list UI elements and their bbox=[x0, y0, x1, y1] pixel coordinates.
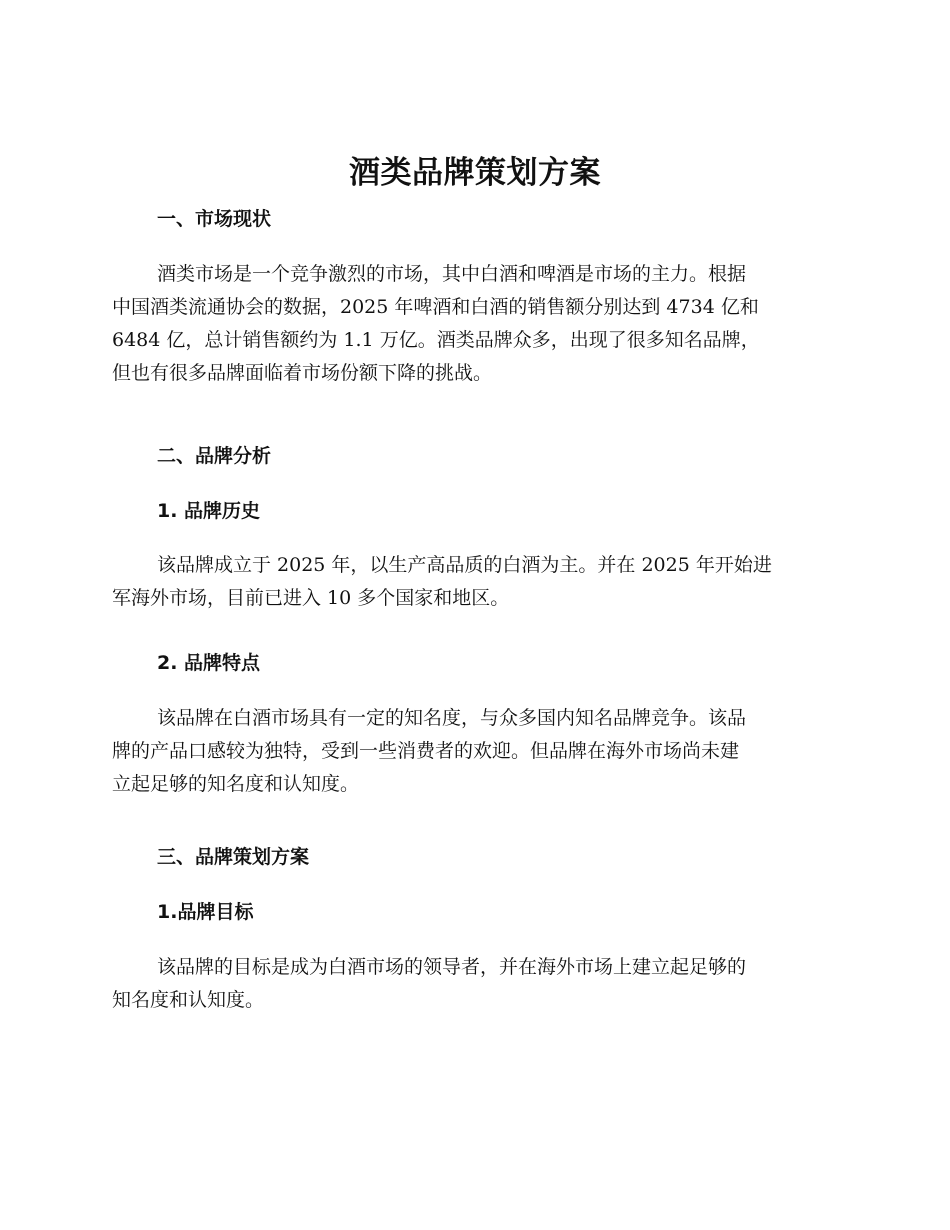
paragraph-line: 立起足够的知名度和认知度。 bbox=[112, 773, 360, 795]
paragraph-line: 军海外市场，目前已进入 10 多个国家和地区。 bbox=[112, 587, 510, 609]
subsection-heading-brand-goal: 1.品牌目标 bbox=[157, 901, 254, 923]
paragraph-line: 酒类市场是一个竞争激烈的市场，其中白酒和啤酒是市场的主力。根据 bbox=[157, 263, 747, 285]
paragraph-brand-goal bbox=[112, 951, 830, 1017]
paragraph-brand-features bbox=[112, 702, 830, 801]
paragraph-line: 该品牌在白酒市场具有一定的知名度，与众多国内知名品牌竞争。该品 bbox=[157, 707, 747, 729]
subsection-heading-brand-history: 1. 品牌历史 bbox=[157, 500, 261, 522]
paragraph-market-status bbox=[112, 258, 830, 390]
section-heading-brand-analysis: 二、品牌分析 bbox=[157, 445, 272, 467]
section-heading-brand-plan: 三、品牌策划方案 bbox=[157, 846, 310, 868]
paragraph-line: 6484 亿，总计销售额约为 1.1 万亿。酒类品牌众多，出现了很多知名品牌， bbox=[112, 329, 760, 351]
paragraph-line: 该品牌的目标是成为白酒市场的领导者，并在海外市场上建立起足够的 bbox=[157, 956, 747, 978]
paragraph-brand-history bbox=[112, 549, 830, 615]
paragraph-line: 该品牌成立于 2025 年，以生产高品质的白酒为主。并在 2025 年开始进 bbox=[157, 554, 772, 576]
paragraph-line: 但也有很多品牌面临着市场份额下降的挑战。 bbox=[112, 362, 493, 384]
paragraph-line: 中国酒类流通协会的数据，2025 年啤酒和白酒的销售额分别达到 4734 亿和 bbox=[112, 296, 759, 318]
document-title: 酒类品牌策划方案 bbox=[349, 155, 601, 191]
section-heading-market-status: 一、市场现状 bbox=[157, 208, 272, 230]
paragraph-line: 知名度和认知度。 bbox=[112, 989, 265, 1011]
subsection-heading-brand-features: 2. 品牌特点 bbox=[157, 652, 261, 674]
paragraph-line: 牌的产品口感较为独特，受到一些消费者的欢迎。但品牌在海外市场尚未建 bbox=[112, 740, 740, 762]
